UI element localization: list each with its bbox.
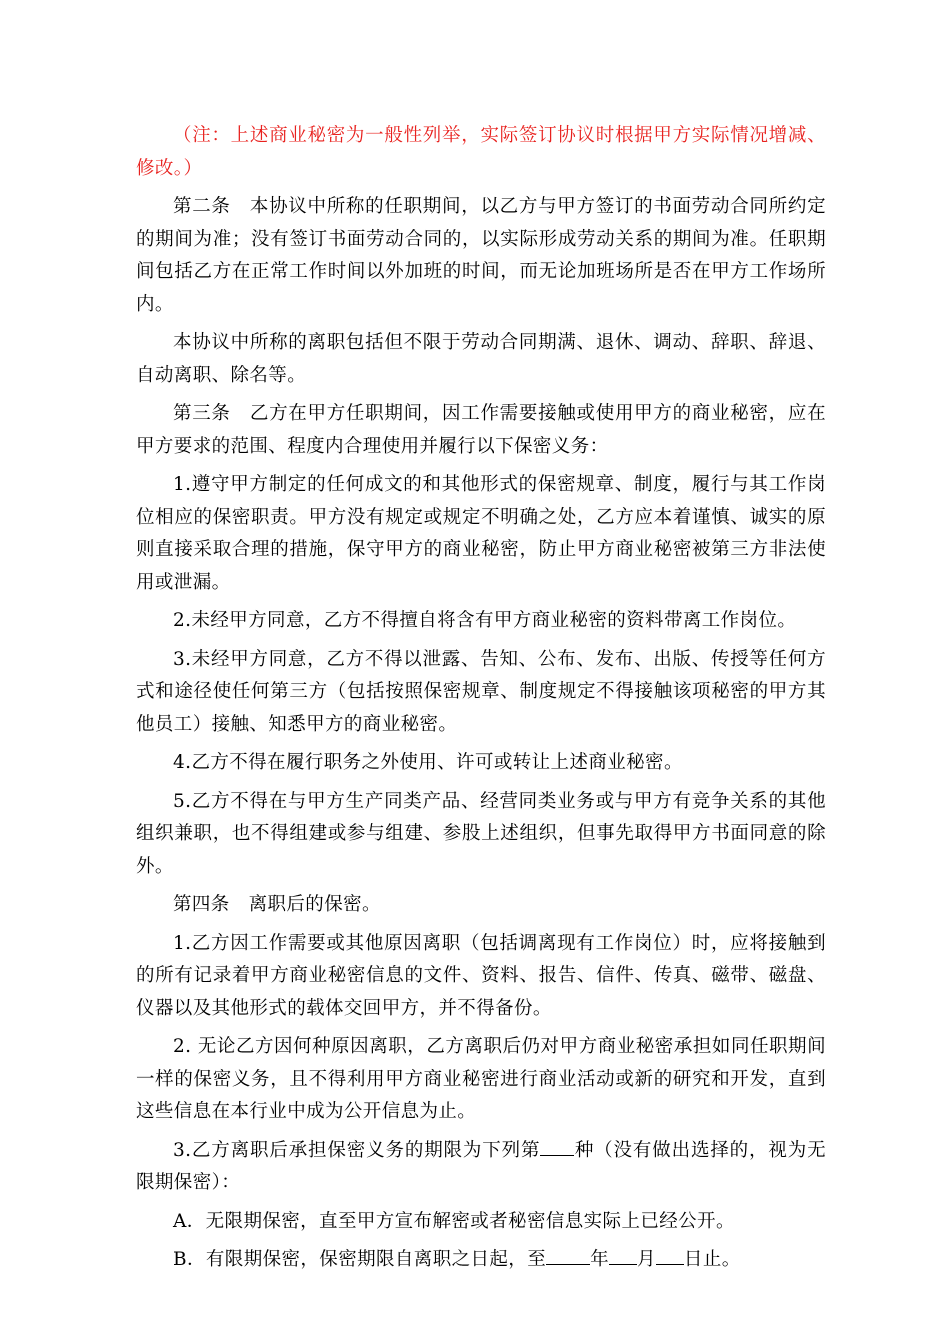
article-3-item-1: 1.遵守甲方制定的任何成文的和其他形式的保密规章、制度，履行与其工作岗位相应的保密职责。甲方没有规定或规定不明确之处，乙方应本着谨慎、诚实的原则直接采取合理的措施，保守甲方的商业秘密，防止甲方商业秘密被第三方非法使用或泄漏。 bbox=[136, 474, 826, 593]
month-blank[interactable] bbox=[609, 1244, 637, 1265]
article-3-item-5: 5.乙方不得在与甲方生产同类产品、经营同类业务或与甲方有竞争关系的其他组织兼职，也不得组建或参与组建、参股上述组织，但事先取得甲方书面同意的除外。 bbox=[136, 790, 826, 877]
article-3-item-3: 3.未经甲方同意，乙方不得以泄露、告知、公布、发布、出版、传授等任何方式和途径使任何第三方（包括按照保密规章、制度规定不得接触该项秘密的甲方其他员工）接触、知悉甲方的商业秘密。 bbox=[136, 648, 826, 735]
article-4-item-2: 2. 无论乙方因何种原因离职，乙方离职后仍对甲方商业秘密承担如同任职期间一样的保密义务，且不得利用甲方商业秘密进行商业活动或新的研究和开发，直到这些信息在本行业中成为公开信息为止。 bbox=[136, 1036, 826, 1122]
day-blank[interactable] bbox=[656, 1244, 684, 1265]
article-4-paragraph: 第四条 离职后的保密。 bbox=[173, 894, 381, 915]
option-b bbox=[136, 1244, 826, 1277]
month-label: 月 bbox=[637, 1249, 656, 1270]
option-a: A．无限期保密，直至甲方宣布解密或者秘密信息实际上已经公开。 bbox=[173, 1210, 735, 1232]
note-paragraph: （注：上述商业秘密为一般性列举，实际签订协议时根据甲方实际情况增减、修改。） bbox=[136, 125, 826, 179]
article-3-paragraph: 第三条 乙方在甲方任职期间，因工作需要接触或使用甲方的商业秘密，应在甲方要求的范围、程度内合理使用并履行以下保密义务： bbox=[136, 403, 826, 457]
article-3-item-2: 2.未经甲方同意，乙方不得擅自将含有甲方商业秘密的资料带离工作岗位。 bbox=[173, 610, 797, 631]
article-4-item-3 bbox=[136, 1135, 826, 1200]
year-label: 年 bbox=[590, 1249, 610, 1270]
option-b-before: B．有限期保密，保密期限自离职之日起，至 bbox=[173, 1249, 547, 1270]
document-page bbox=[136, 120, 826, 1283]
article-3-item-4: 4.乙方不得在履行职务之外使用、许可或转让上述商业秘密。 bbox=[173, 752, 683, 773]
article-4-item-1: 1.乙方因工作需要或其他原因离职（包括调离现有工作岗位）时，应将接触到的所有记录着甲方商业秘密信息的文件、资料、报告、信件、传真、磁带、磁盘、仪器以及其他形式的载体交回甲方，并不得备份。 bbox=[136, 932, 826, 1019]
article-4-item-3-after: 种（没有做出选择的，视为无限期保密）： bbox=[136, 1139, 827, 1193]
year-blank[interactable] bbox=[546, 1244, 590, 1265]
resignation-definition-paragraph: 本协议中所称的离职包括但不限于劳动合同期满、退休、调动、辞职、辞退、自动离职、除名等。 bbox=[136, 332, 826, 386]
option-choice-blank[interactable] bbox=[540, 1135, 574, 1156]
day-label: 日止。 bbox=[683, 1249, 741, 1270]
article-2-paragraph: 第二条 本协议中所称的任职期间，以乙方与甲方签订的书面劳动合同所约定的期间为准；没有签订书面劳动合同的，以实际形成劳动关系的期间为准。任职期间包括乙方在正常工作时间以外加班的时间，而无论加班场所是否在甲方工作场所内。 bbox=[136, 196, 826, 315]
article-4-item-3-before: 3.乙方离职后承担保密义务的期限为下列第 bbox=[173, 1139, 541, 1161]
